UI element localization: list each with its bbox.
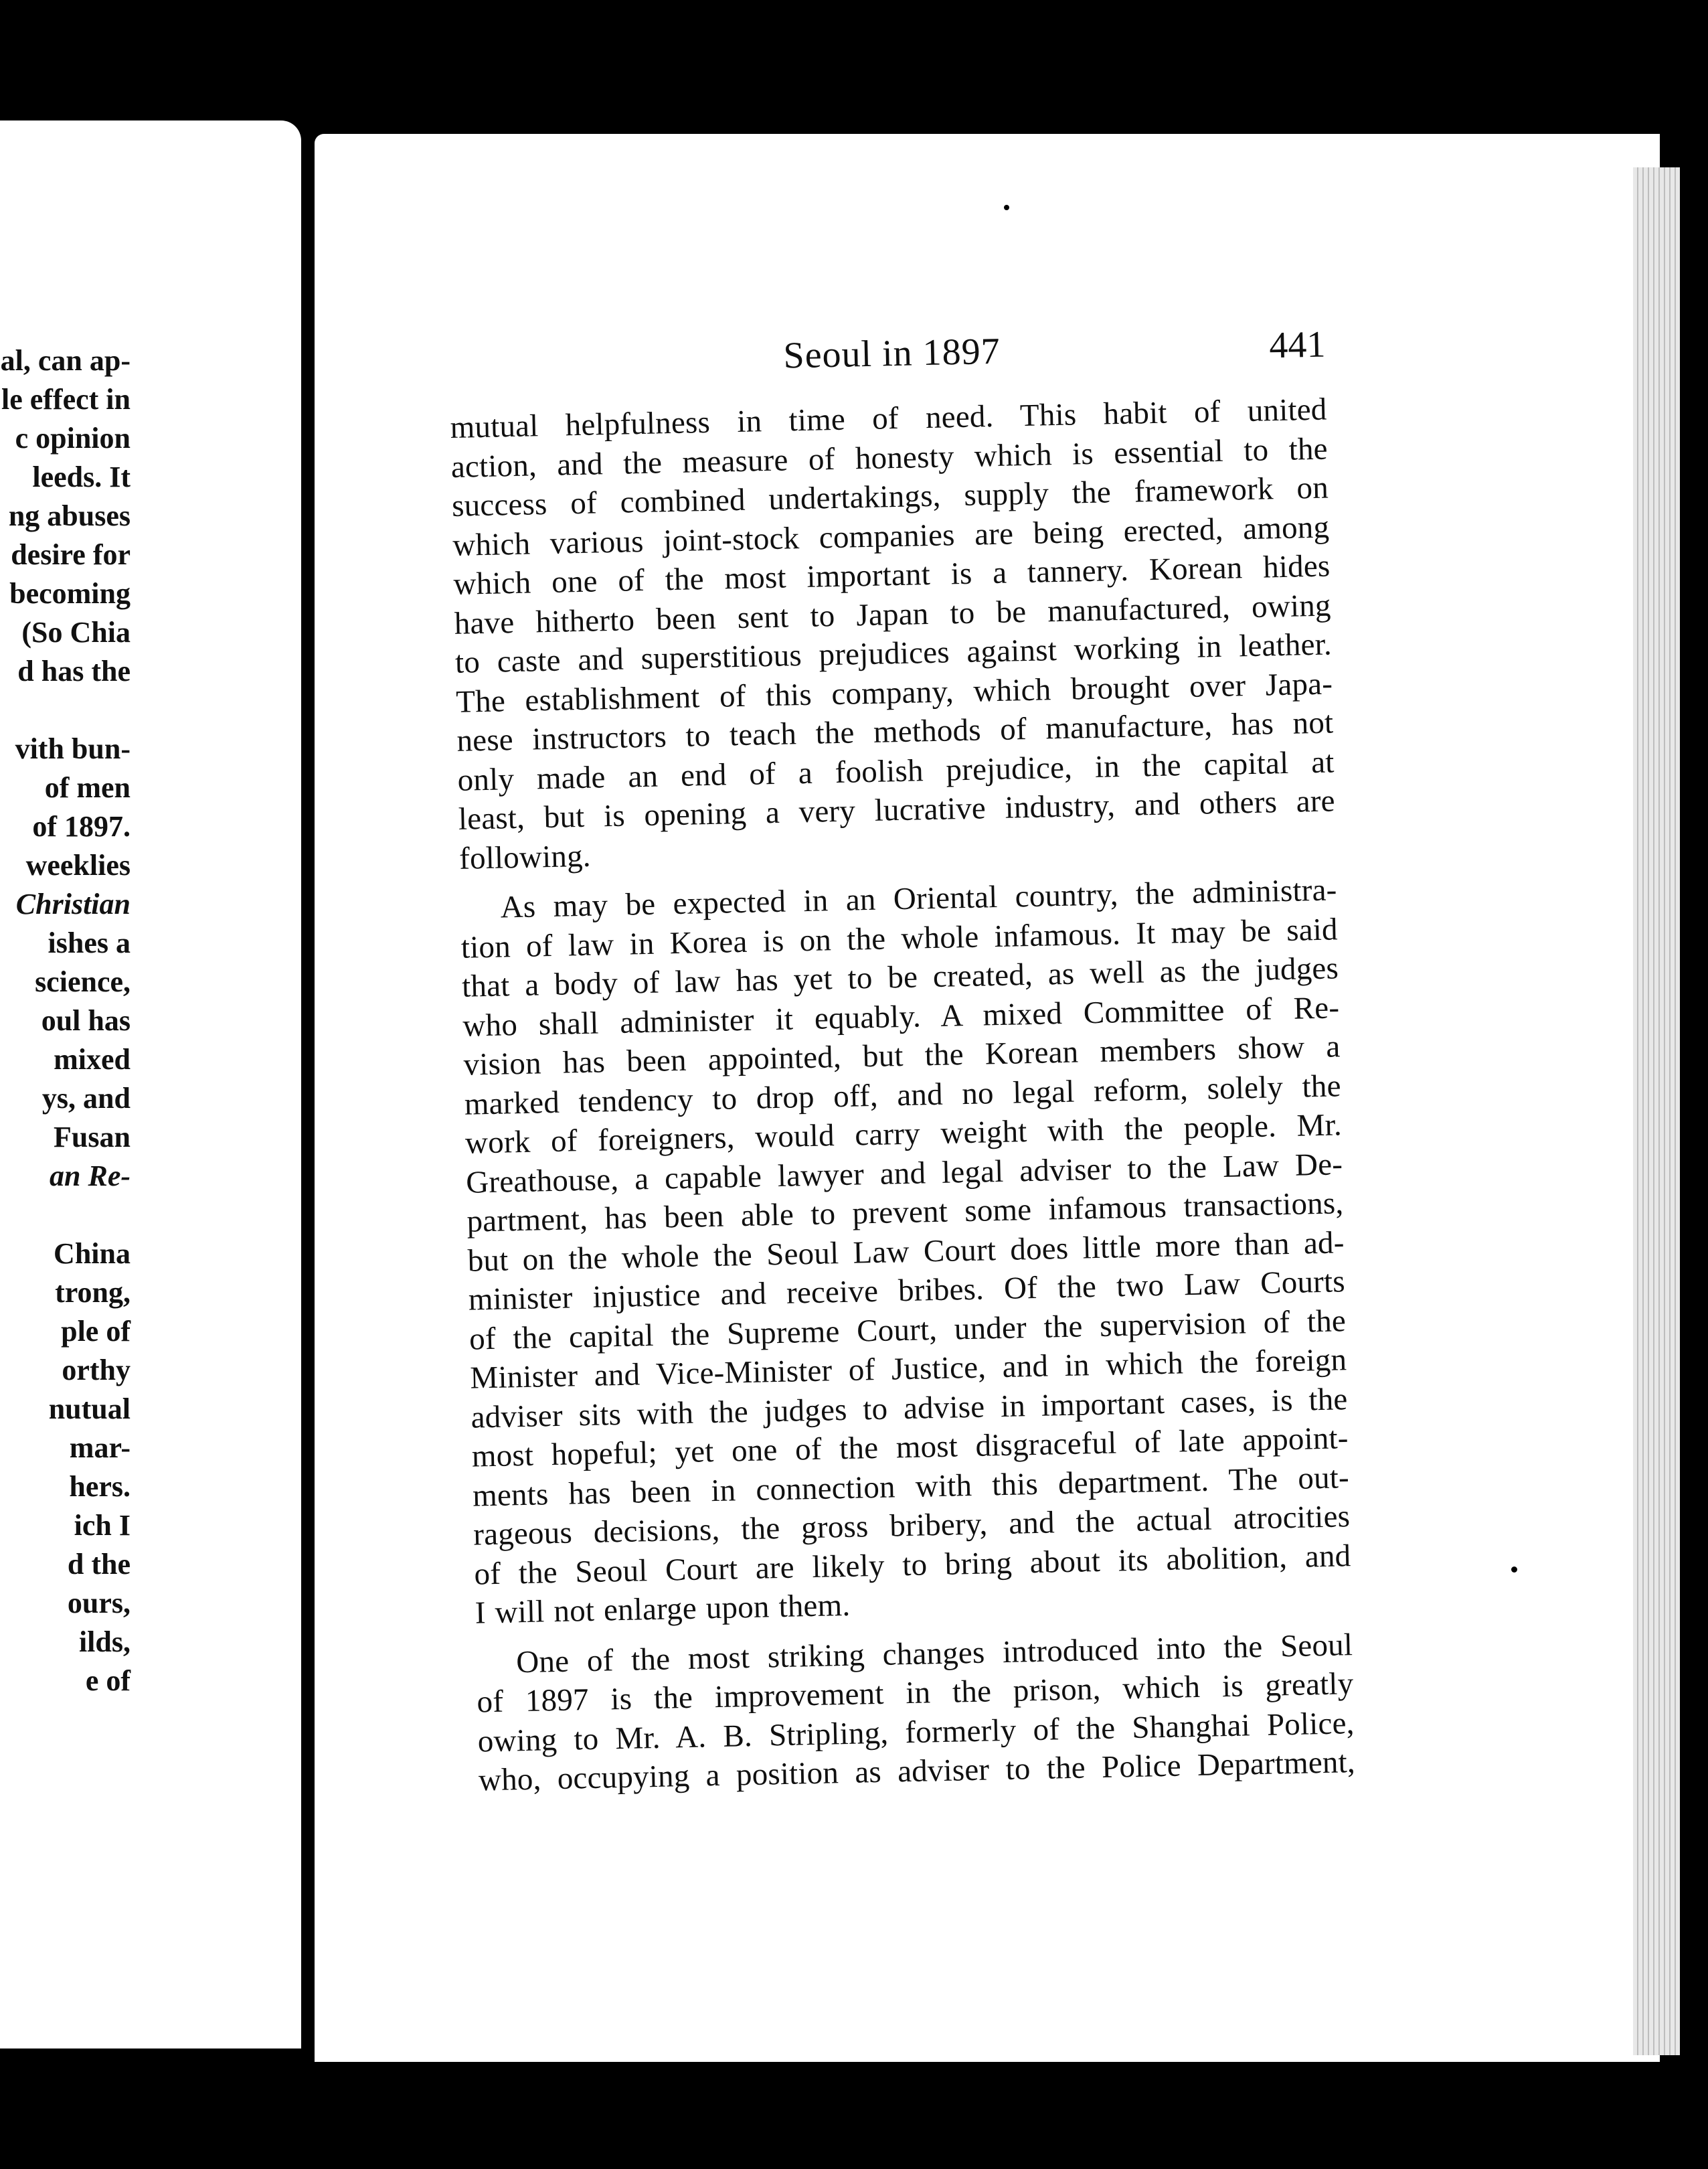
scan-speck <box>653 79 693 107</box>
text-line: d the <box>67 1548 131 1581</box>
text-line: tion of law in Korea is on the whole infamous. It may be said <box>460 911 1339 965</box>
text-line: weeklies <box>25 849 131 882</box>
text-line: of 1897 is the improvement in the prison, which is greatly <box>477 1666 1354 1720</box>
text-line: ng abuses <box>8 499 131 532</box>
text-line: c opinion <box>15 422 131 455</box>
text-line: owing to Mr. A. B. Stripling, formerly of the Shanghai Police, <box>477 1705 1355 1759</box>
text-line: I will not enlarge upon them. <box>475 1587 851 1631</box>
text-line: of the Seoul Court are likely to bring about its abolition, and <box>474 1538 1351 1592</box>
text-line: success of combined undertakings, supply the framework on <box>451 470 1329 524</box>
text-line: leeds. It <box>32 461 131 493</box>
text-line: As may be expected in an Oriental country, the administra- <box>500 872 1337 925</box>
text-line: vision has been appointed, but the Korean members show a <box>463 1029 1341 1082</box>
text-line: have hitherto been sent to Japan to be manufactured, owing <box>454 587 1332 641</box>
text-line: becoming <box>9 577 131 610</box>
text-line: science, <box>35 965 131 998</box>
text-line: but on the whole the Seoul Law Court does little more than ad- <box>467 1224 1345 1279</box>
scan-speck <box>1511 1566 1517 1573</box>
text-line: ilds, <box>78 1625 131 1658</box>
text-line: only made an end of a foolish prejudice, in the capital at <box>457 744 1335 798</box>
text-line: ishes a <box>48 927 131 959</box>
text-line: who shall administer it equably. A mixed Committee of Re- <box>462 989 1340 1044</box>
paragraph <box>460 870 1352 1633</box>
text-line: e of <box>85 1664 131 1697</box>
facing-page <box>0 120 301 2048</box>
paragraph <box>476 1625 1356 1800</box>
text-line: adviser sits with the judges to advise in important cases, is the <box>471 1381 1348 1435</box>
text-line: nutual <box>48 1392 131 1425</box>
text-line: which one of the most important is a tannery. Korean hides <box>453 548 1331 602</box>
text-line: mutual helpfulness in time of need. This habit of united <box>450 392 1327 445</box>
text-line: mar- <box>69 1431 131 1464</box>
text-line: which various joint-stock companies are being erected, among <box>452 509 1330 563</box>
text-line: an Re- <box>50 1159 131 1192</box>
text-line: Fusan <box>54 1121 131 1153</box>
text-line: of the capital the Supreme Court, under the supervision of the <box>468 1303 1347 1357</box>
page-edges <box>1633 167 1680 2055</box>
text-line: trong, <box>55 1276 131 1309</box>
text-line: d has the <box>17 655 131 688</box>
text-line: that a body of law has yet to be created, as well as the judges <box>461 951 1339 1004</box>
text-line: of men <box>44 771 131 804</box>
text-line: Greathouse, a capable lawyer and legal adviser to the Law De- <box>465 1146 1343 1200</box>
text-line: orthy <box>62 1354 131 1386</box>
text-line: One of the most striking changes introduced into the Seoul <box>515 1627 1353 1680</box>
text-line: following. <box>458 838 592 876</box>
text-line: most hopeful; yet one of the most disgraceful of late appoint- <box>471 1421 1349 1474</box>
text-line: least, but is opening a very lucrative industry, and others are <box>458 783 1336 837</box>
text-line: minister injustice and receive bribes. Of the two Law Courts <box>468 1264 1346 1317</box>
text-line <box>0 691 131 730</box>
text-line: al, can ap- <box>0 344 131 377</box>
book-gutter <box>301 114 315 2042</box>
text-line: ich I <box>74 1509 131 1542</box>
text-line: work of foreigners, would carry weight with the people. Mr. <box>464 1107 1343 1161</box>
text-line: action, and the measure of honesty which is essential to the <box>450 431 1329 485</box>
text-line: (So Chia <box>21 616 131 649</box>
running-head: Seoul in 1897 <box>782 330 1001 377</box>
text-line: mixed <box>54 1043 131 1076</box>
page-body <box>448 323 1356 1811</box>
text-line: hers. <box>69 1470 131 1503</box>
text-line: marked tendency to drop off, and no legal reform, solely the <box>464 1068 1342 1122</box>
text-line: desire for <box>11 538 131 571</box>
text-line: oul has <box>41 1004 131 1037</box>
text-line: of 1897. <box>32 810 131 843</box>
text-line: ours, <box>67 1587 131 1619</box>
text-line: nese instructors to teach the methods of manufacture, has not <box>456 705 1334 758</box>
text-line: to caste and superstitious prejudices against working in leather. <box>454 627 1333 680</box>
text-line: ments has been in connection with this department. The out- <box>472 1459 1350 1514</box>
text-line: vith bun- <box>15 732 131 765</box>
text-line: Minister and Vice-Minister of Justice, and in which the foreign <box>469 1342 1347 1396</box>
text-line: ple of <box>61 1315 131 1348</box>
scan-speck <box>1004 205 1009 210</box>
text-line: Christian <box>15 888 131 920</box>
text-line: The establishment of this company, which brought over Japa- <box>455 665 1333 720</box>
text-line: le effect in <box>1 383 131 416</box>
paragraph <box>450 390 1336 878</box>
text-line: China <box>54 1237 131 1270</box>
text-line: who, occupying a position as adviser to the Police Department, <box>478 1745 1356 1798</box>
page-number: 441 <box>1268 323 1327 367</box>
text-line: partment, has been able to prevent some infamous transactions, <box>466 1186 1344 1239</box>
scan-speck <box>1466 27 1475 36</box>
text-line: rageous decisions, the gross bribery, and the actual atrocities <box>473 1499 1351 1552</box>
facing-page-text <box>0 341 131 1700</box>
text-line <box>0 1196 131 1234</box>
text-line: ys, and <box>41 1082 131 1115</box>
